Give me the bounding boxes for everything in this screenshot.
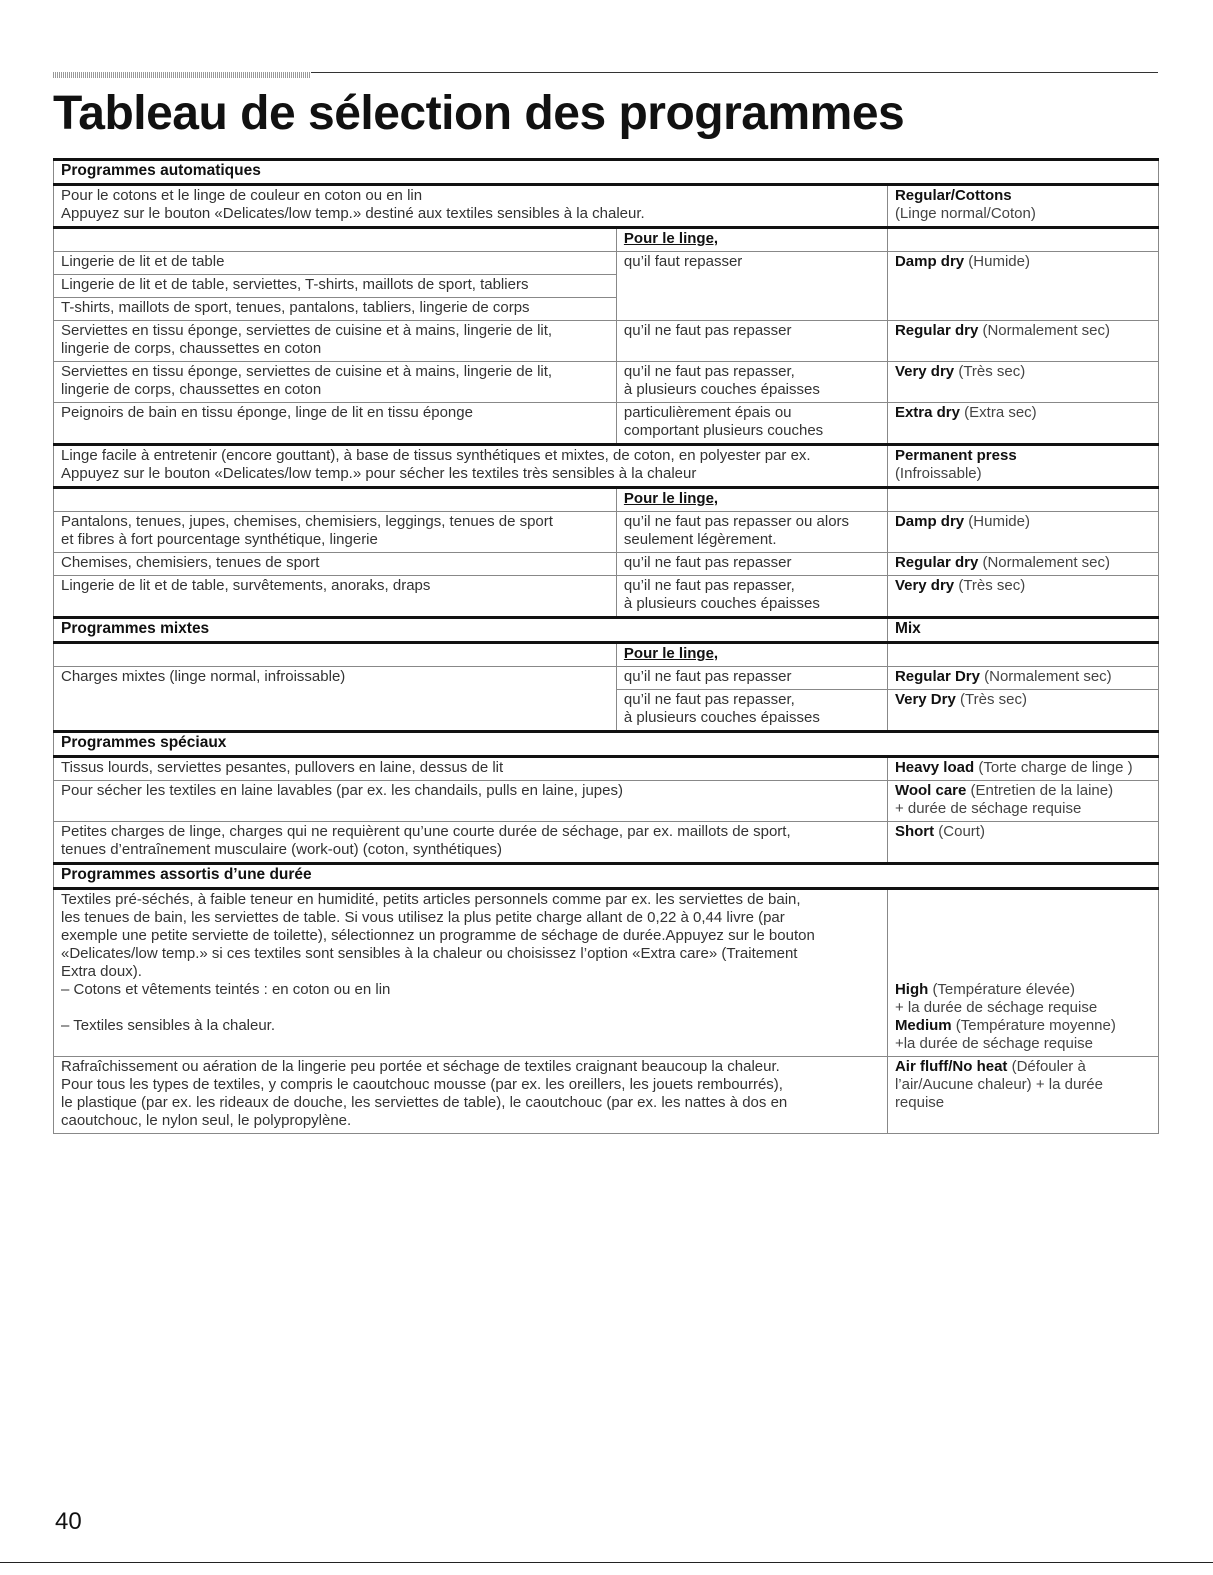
section-header-mixed bbox=[54, 618, 1159, 643]
dry-level-cell: Regular Dry (Normalement sec) bbox=[887, 667, 1158, 690]
program-cell: Heavy load (Torte charge de linge ) bbox=[887, 757, 1158, 781]
program-name-cell bbox=[887, 185, 1158, 228]
table-row bbox=[54, 553, 1159, 576]
section-title: Programmes mixtes bbox=[54, 618, 888, 643]
textile-cell: T-shirts, maillots de sport, tenues, pantalons, tabliers, lingerie de corps bbox=[54, 298, 617, 321]
program-cell: Air fluff/No heat (Défouler à l’air/Aucune chaleur) + la durée requise bbox=[887, 1057, 1158, 1134]
program-name: Permanent press bbox=[894, 447, 1017, 464]
table-row bbox=[54, 362, 1159, 403]
column-header-linen: Pour le linge, bbox=[623, 230, 719, 247]
textile-cell: Tissus lourds, serviettes pesantes, pullovers en laine, dessus de lit bbox=[54, 757, 888, 781]
condition-cell: qu’il ne faut pas repasser bbox=[616, 553, 887, 576]
condition-cell: qu’il ne faut pas repasser, à plusieurs couches épaisses bbox=[616, 690, 887, 732]
program-selection-table bbox=[53, 158, 1159, 1134]
dry-level-cell: Damp dry (Humide) bbox=[887, 252, 1158, 321]
table-row bbox=[54, 488, 1159, 512]
textile-cell: Pour sécher les textiles en laine lavables (par ex. les chandails, pulls en laine, jupes) bbox=[54, 781, 888, 822]
table-row bbox=[54, 512, 1159, 553]
textile-cell: Serviettes en tissu éponge, serviettes de cuisine et à mains, lingerie de lit, lingerie de corps, chaussettes en coton bbox=[54, 362, 617, 403]
column-header-linen: Pour le linge, bbox=[623, 645, 719, 662]
condition-cell: qu’il ne faut pas repasser ou alors seulement légèrement. bbox=[616, 512, 887, 553]
table-row bbox=[54, 228, 1159, 252]
table-row bbox=[54, 445, 1159, 488]
condition-cell: qu’il faut repasser bbox=[616, 252, 887, 321]
bottom-rule bbox=[0, 1562, 1213, 1563]
textile-cell: Charges mixtes (linge normal, infroissable) bbox=[54, 667, 617, 732]
program-name: Regular/Cottons bbox=[894, 187, 1012, 204]
condition-cell: qu’il ne faut pas repasser bbox=[616, 321, 887, 362]
program-subtitle: (Linge normal/Coton) bbox=[894, 205, 1036, 222]
table-row bbox=[54, 252, 1159, 275]
dry-level-cell: Regular dry (Normalement sec) bbox=[887, 553, 1158, 576]
table-row bbox=[54, 185, 1159, 228]
dry-level-cell: Very dry (Très sec) bbox=[887, 362, 1158, 403]
top-pattern-band bbox=[53, 72, 311, 78]
program-cell: High (Température élevée) + la durée de séchage requise Medium (Température moyenne) +la durée de séchage requise bbox=[887, 889, 1158, 1057]
program-name-cell bbox=[887, 445, 1158, 488]
table-row bbox=[54, 781, 1159, 822]
section-title: Programmes automatiques bbox=[54, 160, 1159, 185]
condition-cell: qu’il ne faut pas repasser, à plusieurs couches épaisses bbox=[616, 576, 887, 618]
page-number: 40 bbox=[55, 1508, 82, 1535]
dry-level-cell: Very Dry (Très sec) bbox=[887, 690, 1158, 732]
textile-cell: Chemises, chemisiers, tenues de sport bbox=[54, 553, 617, 576]
table-row bbox=[54, 822, 1159, 864]
table-row bbox=[54, 321, 1159, 362]
textile-cell: Lingerie de lit et de table bbox=[54, 252, 617, 275]
dry-level-cell: Extra dry (Extra sec) bbox=[887, 403, 1158, 445]
textile-cell: Petites charges de linge, charges qui ne requièrent qu’une courte durée de séchage, par ex. maillots de sport, tenues d’entraînement musculaire (work-out) (coton, synthétiques) bbox=[54, 822, 888, 864]
program-cell: Short (Court) bbox=[887, 822, 1158, 864]
page-title: Tableau de sélection des programmes bbox=[53, 87, 905, 140]
section-header-automatic bbox=[54, 160, 1159, 185]
condition-cell: qu’il ne faut pas repasser bbox=[616, 667, 887, 690]
dry-level-cell: Very dry (Très sec) bbox=[887, 576, 1158, 618]
section-title: Programmes spéciaux bbox=[54, 732, 1159, 757]
column-header-linen: Pour le linge, bbox=[623, 490, 719, 507]
program-name: Mix bbox=[887, 618, 1158, 643]
section-title: Programmes assortis d’une durée bbox=[54, 864, 1159, 889]
textile-cell: Lingerie de lit et de table, serviettes, T-shirts, maillots de sport, tabliers bbox=[54, 275, 617, 298]
table-row bbox=[54, 643, 1159, 667]
condition-cell: particulièrement épais ou comportant plusieurs couches bbox=[616, 403, 887, 445]
section-description: Linge facile à entretenir (encore gouttant), à base de tissus synthétiques et mixtes, de coton, en polyester par ex. Appuyez sur le bouton «Delicates/low temp.» pour sécher les textiles très sensibles à la chaleur bbox=[54, 445, 888, 488]
table-row bbox=[54, 667, 1159, 690]
dry-level-cell: Regular dry (Normalement sec) bbox=[887, 321, 1158, 362]
dry-level-cell: Damp dry (Humide) bbox=[887, 512, 1158, 553]
program-cell: Wool care (Entretien de la laine) + durée de séchage requise bbox=[887, 781, 1158, 822]
textile-cell: Lingerie de lit et de table, survêtements, anoraks, draps bbox=[54, 576, 617, 618]
section-header-timed bbox=[54, 864, 1159, 889]
table-row bbox=[54, 757, 1159, 781]
table-row bbox=[54, 889, 1159, 1057]
section-description: Pour le cotons et le linge de couleur en coton ou en lin Appuyez sur le bouton «Delicates/low temp.» destiné aux textiles sensibles à la chaleur. bbox=[54, 185, 888, 228]
table-row bbox=[54, 1057, 1159, 1134]
textile-cell: Serviettes en tissu éponge, serviettes de cuisine et à mains, lingerie de lit, lingerie de corps, chaussettes en coton bbox=[54, 321, 617, 362]
textile-cell: Textiles pré-séchés, à faible teneur en humidité, petits articles personnels comme par ex. les serviettes de bain, les tenues de bain, les serviettes de table. Si vous utilisez la plus petite charge allant de 0,22 à 0,44 livre (par exemple une petite serviette de toilette), sélectionnez un programme de séchage de durée.Appuyez sur le bouton «Delicates/low temp.» si ces textiles sont sensibles à la chaleur ou choisissez l’option «Extra care» (Traitement Extra doux). – Cotons et vêtements teintés : en coton ou en lin – Textiles sensibles à la chaleur. bbox=[54, 889, 888, 1057]
textile-cell: Peignoirs de bain en tissu éponge, linge de lit en tissu éponge bbox=[54, 403, 617, 445]
textile-cell: Pantalons, tenues, jupes, chemises, chemisiers, leggings, tenues de sport et fibres à fort pourcentage synthétique, lingerie bbox=[54, 512, 617, 553]
table-row bbox=[54, 403, 1159, 445]
textile-cell: Rafraîchissement ou aération de la lingerie peu portée et séchage de textiles craignant beaucoup la chaleur. Pour tous les types de textiles, y compris le caoutchouc mousse (par ex. les oreillers, les jouets rembourrés), le plastique (par ex. les rideaux de douche, les serviettes de table), le caoutchouc (par ex. les nattes à dos en caoutchouc, le nylon seul, le polypropylène. bbox=[54, 1057, 888, 1134]
section-header-special bbox=[54, 732, 1159, 757]
condition-cell: qu’il ne faut pas repasser, à plusieurs couches épaisses bbox=[616, 362, 887, 403]
program-subtitle: (Infroissable) bbox=[894, 465, 982, 482]
table-row bbox=[54, 576, 1159, 618]
